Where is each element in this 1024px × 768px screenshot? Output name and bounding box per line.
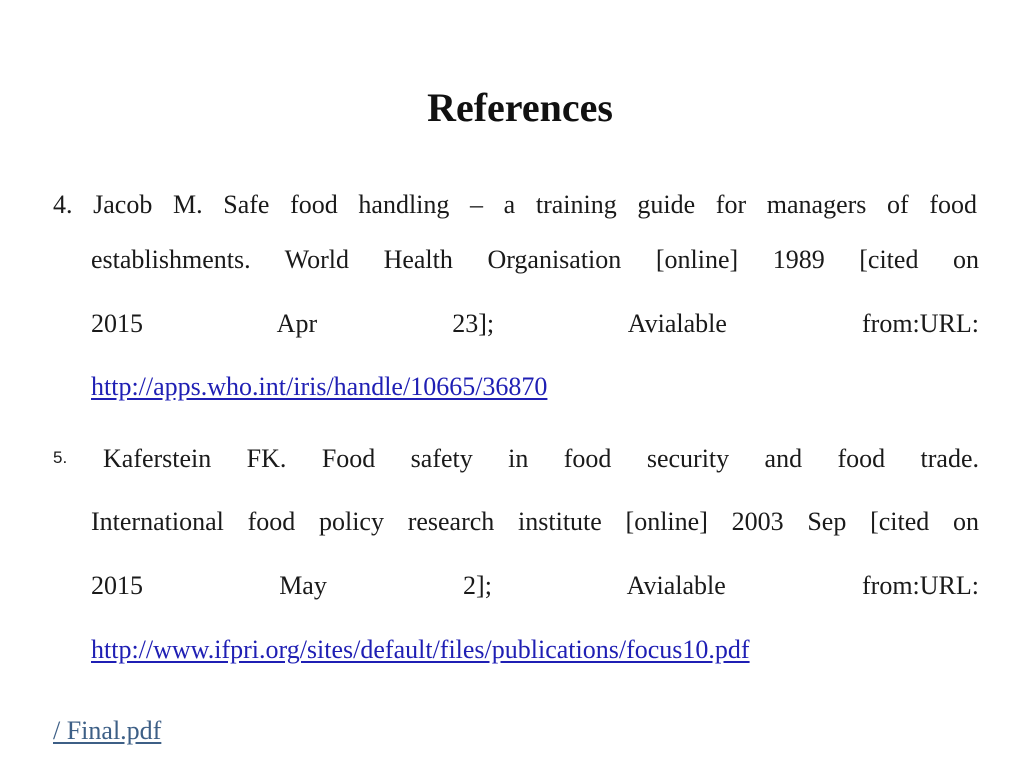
reference-5-link[interactable]: http://www.ifpri.org/sites/default/files/publications/focus10.pdf [91, 635, 750, 664]
reference-5-line-2: International food policy research institute [online] 2003 Sep [cited on [91, 507, 979, 536]
reference-5-link-tail-line [53, 714, 161, 748]
reference-4-link-line [91, 370, 547, 404]
reference-5-line-3: 2015 May 2]; Avialable from:URL: [91, 571, 979, 600]
reference-4-line-3: 2015 Apr 23]; Avialable from:URL: [91, 309, 979, 338]
reference-5-link-line [91, 633, 750, 667]
reference-4-link[interactable]: http://apps.who.int/iris/handle/10665/36870 [91, 372, 548, 401]
reference-5-line-1: Kaferstein FK. Food safety in food security and food trade. [103, 444, 979, 473]
reference-4-line-1: 4. Jacob M. Safe food handling – a training guide for managers of food [53, 190, 977, 219]
reference-5-number: 5. [53, 448, 68, 467]
page-title: References [427, 85, 613, 130]
reference-5-link-tail[interactable]: / Final.pdf [53, 716, 162, 745]
reference-4-line-2: establishments. World Health Organisation [online] 1989 [cited on [91, 245, 979, 274]
